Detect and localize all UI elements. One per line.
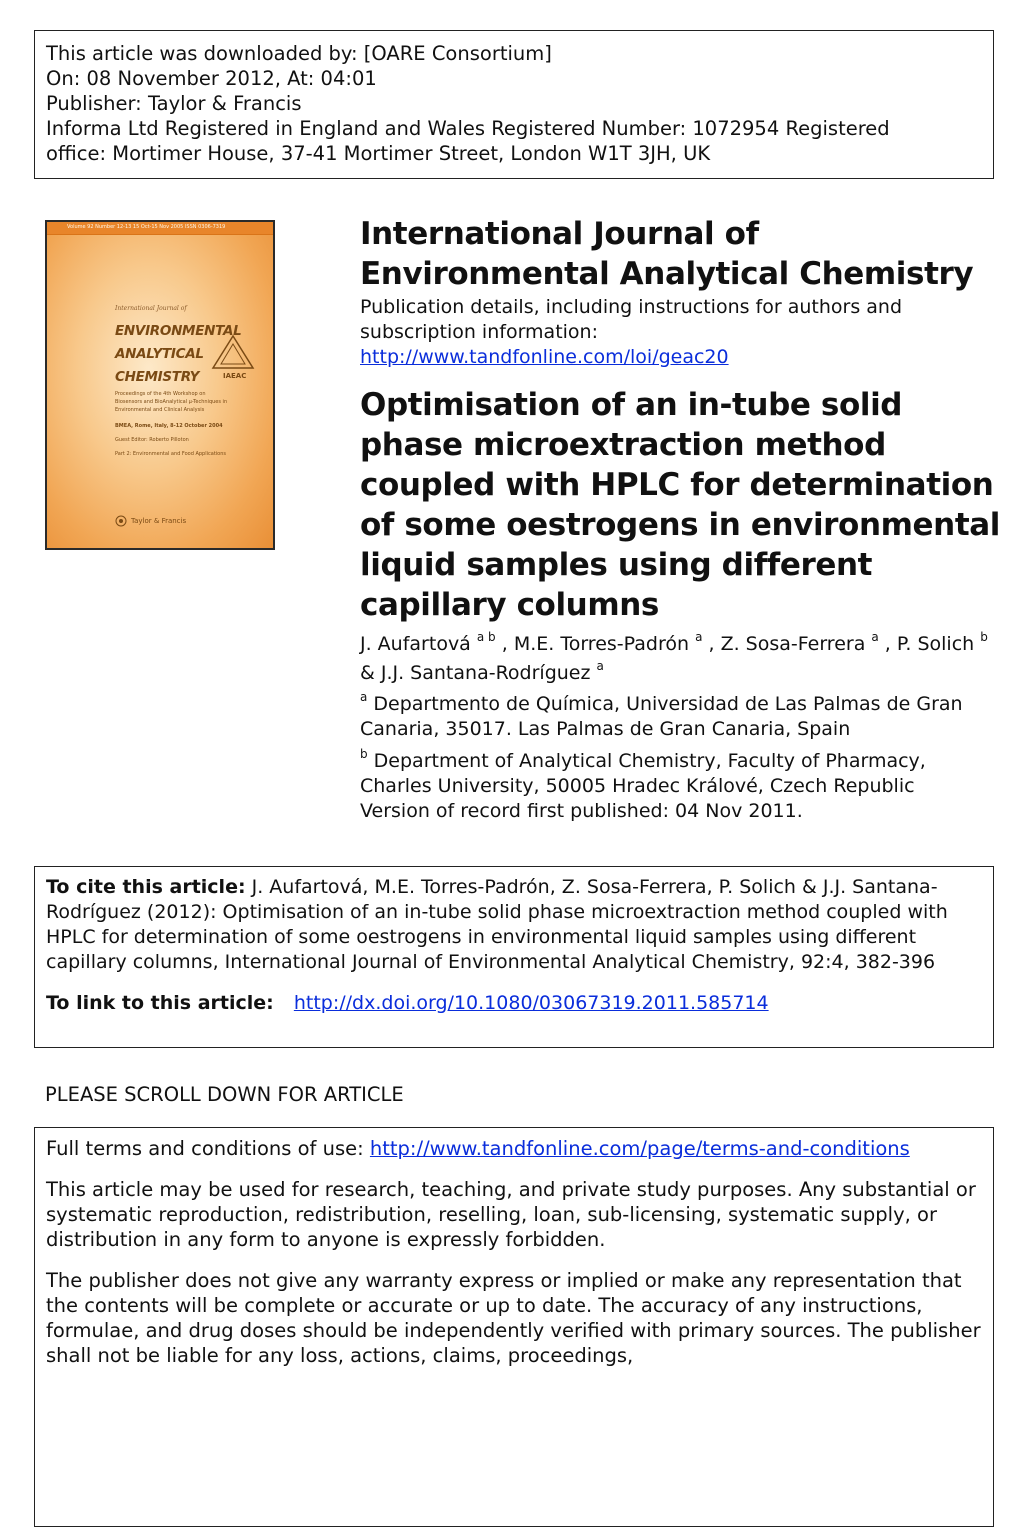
download-line-registration: Informa Ltd Registered in England and Wales Registered Number: 1072954 Registered (46, 117, 890, 140)
author-affiliation-marker: a (695, 629, 703, 644)
cover-description-line: Part 2: Environmental and Food Applications (115, 451, 227, 457)
author-list: J. Aufartová $^{a b}$ , M.E. Torres-Padrón $^a$ , Z. Sosa-Ferrera $^a$ , P. Solich $^b$ & J.J. Santana-Rodríguez $^a$ (360, 629, 988, 684)
author-name: P. Solich (896, 633, 975, 655)
cite-text: J. Aufartová, M.E. Torres-Padrón, Z. Sosa-Ferrera, P. Solich & J.J. Santana-Rodríguez (2012): Optimisation of an in-tube solid phase microextraction method coupled with HPLC for determination of some oestrogens in environmental liquid samples using different capillary columns, International Journal of Environmental Analytical Chemistry, 92:4, 382-396 (46, 876, 948, 973)
cover-description-line: Environmental and Clinical Analysis (115, 407, 205, 413)
cover-publisher-name: Taylor & Francis (131, 517, 187, 525)
download-line-source: This article was downloaded by: [OARE Consortium] (46, 42, 552, 65)
publication-details-text: Publication details, including instructions for authors and subscription information: (360, 296, 903, 343)
publication-details (360, 295, 980, 370)
terms-link[interactable]: http://www.tandfonline.com/page/terms-and-conditions (369, 1137, 910, 1160)
doi-link[interactable]: http://dx.doi.org/10.1080/03067319.2011.585714 (293, 992, 769, 1014)
cover-title-line: CHEMISTRY (115, 369, 200, 385)
download-info-box (34, 30, 994, 179)
author-name: Z. Sosa-Ferrera (720, 633, 866, 655)
author-name: J. Aufartová (360, 633, 471, 655)
cover-small-heading: International Journal of (115, 305, 187, 312)
citation-paragraph (46, 875, 982, 975)
affiliation-a (360, 689, 980, 742)
author-affiliation-marker: b (980, 629, 988, 644)
cover-description-line: Proceedings of the 4th Workshop on (115, 391, 206, 397)
author-name: M.E. Torres-Padrón (513, 633, 690, 655)
terms-paragraph-warranty: The publisher does not give any warranty express or implied or make any representation that the contents will be complete or accurate or up to date. The accuracy of any instructions, formulae, and drug doses should be independently verified with primary sources. The publisher shall not be liable for any loss, actions, claims, proceedings, (46, 1269, 981, 1367)
cover-title-line: ENVIRONMENTAL (115, 323, 242, 339)
cite-label: To cite this article: (46, 876, 246, 898)
cover-description-line: Guest Editor: Roberto Pilloton (115, 437, 189, 443)
article-link-line (46, 991, 982, 1016)
author-affiliation-marker: a (596, 658, 604, 673)
download-line-publisher: Publisher: Taylor & Francis (46, 92, 302, 115)
scroll-down-notice: PLEASE SCROLL DOWN FOR ARTICLE (45, 1083, 404, 1106)
article-title: Optimisation of an in-tube solid phase microextraction method coupled with HPLC for determination of some oestrogens in environmental liquid samples using different capillary columns (360, 387, 1000, 623)
link-label: To link to this article: (46, 992, 274, 1014)
affiliation-text: Department of Analytical Chemistry, Faculty of Pharmacy, Charles University, 50005 Hradec Králové, Czech Republic (360, 750, 926, 797)
cover-description (115, 390, 265, 458)
journal-cover-image (45, 220, 275, 550)
terms-intro: Full terms and conditions of use: (46, 1137, 364, 1160)
cover-logo-icon (211, 334, 255, 372)
affiliation-marker: a (360, 689, 368, 704)
author-name: J.J. Santana-Rodríguez (380, 662, 591, 684)
cover-publisher (115, 515, 186, 527)
cover-description-line: Biosensors and BioAnalytical µ-Techniques in (115, 399, 228, 405)
publisher-logo-icon (115, 515, 127, 527)
terms-paragraph-usage: This article may be used for research, teaching, and private study purposes. Any substantial or systematic reproduction, redistribution, reselling, loan, sub-licensing, systematic supply, or distribution in any form to anyone is expressly forbidden. (46, 1178, 976, 1251)
download-line-date: On: 08 November 2012, At: 04:01 (46, 67, 377, 90)
affiliation-b (360, 746, 980, 824)
cover-description-line: BMEA, Rome, Italy, 8-12 October 2004 (115, 423, 223, 429)
affiliation-text: Departmento de Química, Universidad de Las Palmas de Gran Canaria, 35017. Las Palmas de Gran Canaria, Spain (360, 693, 963, 740)
terms-intro-paragraph (46, 1136, 982, 1161)
affiliation-marker: b (360, 746, 368, 761)
cover-top-band (47, 222, 273, 235)
journal-url-link[interactable]: http://www.tandfonline.com/loi/geac20 (360, 346, 729, 368)
version-of-record: Version of record first published: 04 Nov 2011. (360, 800, 803, 822)
terms-box (34, 1127, 994, 1527)
cover-logo-text: IAEAC (223, 372, 247, 380)
cover-title-line: ANALYTICAL (115, 346, 204, 362)
author-affiliation-marker: a (871, 629, 879, 644)
journal-title: International Journal of Environmental Analytical Chemistry (360, 216, 974, 292)
citation-box (34, 866, 994, 1048)
download-line-office: office: Mortimer House, 37-41 Mortimer Street, London W1T 3JH, UK (46, 142, 711, 165)
cover-band-text: Volume 92 Number 12-13 15 Oct-15 Nov 2005 ISSN 0306-7319 (67, 224, 226, 230)
author-affiliation-marker: a b (476, 629, 496, 644)
